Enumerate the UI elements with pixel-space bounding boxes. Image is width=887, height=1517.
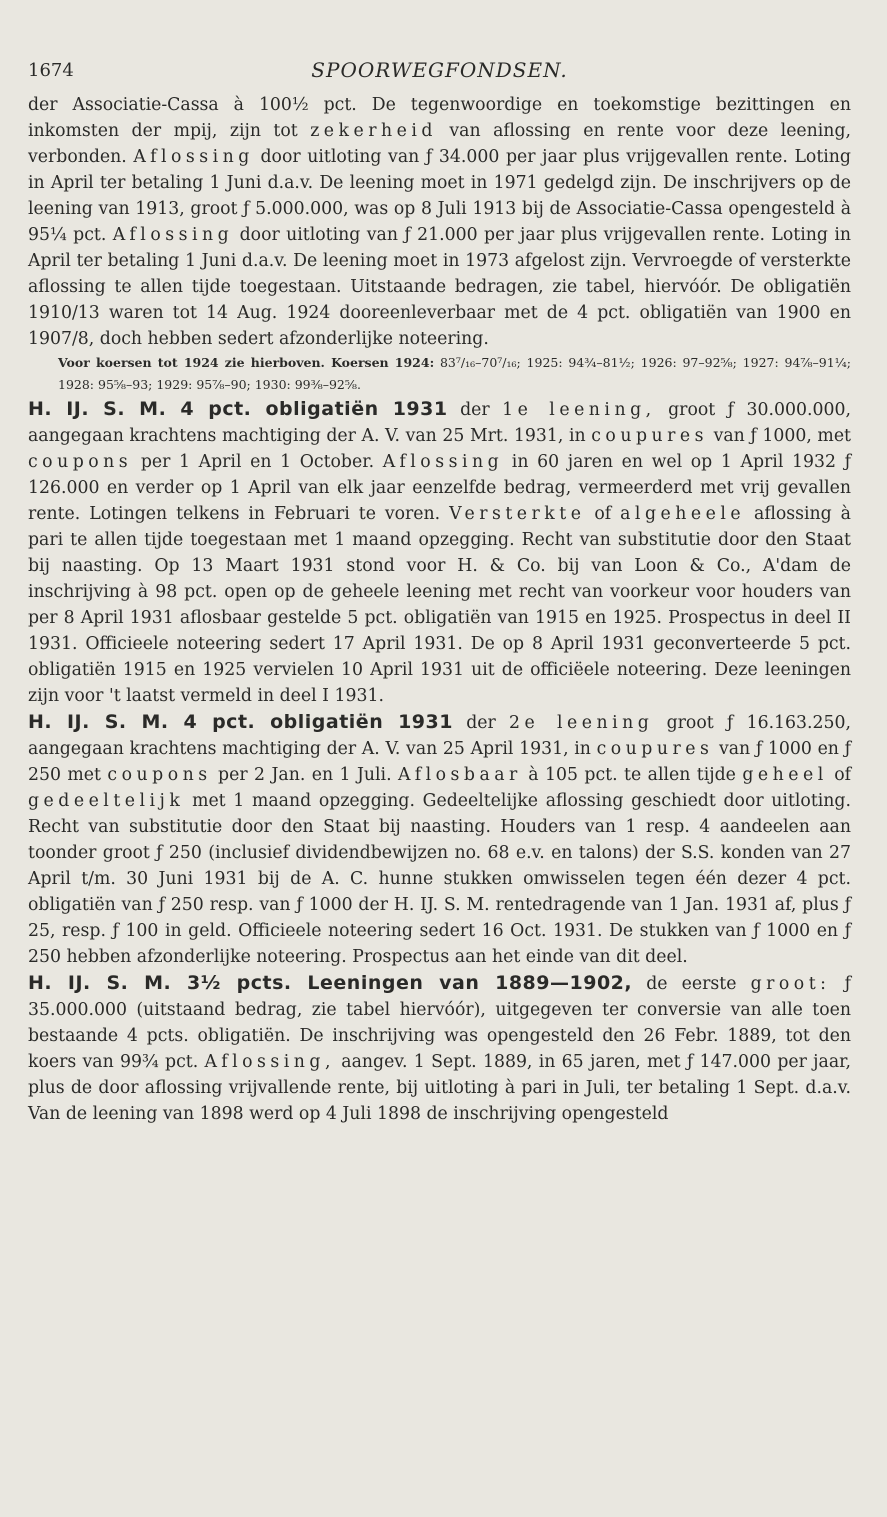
text-run: ƒ 35.000.000 (uitstaand bedrag, zie tabel hiervóór), uitgegeven ter conversie van alle toen bestaande 4 pcts. obligatiën. De inschrijving was opengesteld den 26 Febr. 1889, tot den koers van 99¾ pct. [28,974,852,1072]
spaced-term: 1e leening, [502,400,656,420]
paragraph-associatie [28,92,851,352]
text-run: der Associatie-Cassa à 100½ pct. De tegenwoordige en toekomstige bezittingen en inkomsten der mpij, zijn tot [28,95,851,141]
text-run: door uitloting van ƒ 34.000 per jaar plus vrijgevallen rente. Loting in April ter betaling 1 Juni d.a.v. De leening moet in 1971 gedelgd zijn. De inschrijvers op de leening van 1913, groot ƒ 5.000.000, was op 8 Juli 1913 bij de Associatie-Cassa opengesteld à 95¼ pct. [28,147,851,245]
spaced-term: coupons [107,765,212,785]
text-run: in 60 jaren en wel op 1 April 1932 ƒ 126.000 en verder op 1 April van elk jaar eenzelfde bedrag, vermeerderd met vrij gevallen rente. Lotingen telkens in Februari te voren. [28,452,851,524]
text-run: of [827,765,852,785]
spaced-term: algeheele [620,504,746,524]
quotes-values: 83⁷/₁₆–70⁷/₁₆; 1925: 94¾–81½; 1926: 97–92⅝; 1927: 94⅞–91¼; 1928: 95⅝–93; 1929: 95⅞–90; 1930: 99⅜–92⅝. [58,355,851,392]
text-run: door uitloting van ƒ 21.000 per jaar plus vrijgevallen rente. Loting in April ter betaling 1 Juni d.a.v. De leening moet in 1973 afgelost zijn. Vervroegde of versterkte aflossing te allen tijde toegestaan. Uitstaande bedragen, zie tabel, hiervóór. De obligatiën 1910/13 waren tot 14 Aug. 1924 dooreenleverbaar met de 4 pct. obligatiën van 1900 en 1907/8, doch hebben sedert afzonderlijke noteering. [28,225,851,349]
spaced-term: gedeeltelijk [28,791,185,811]
section-heading: H. IJ. S. M. 3½ pcts. Leeningen van 1889—1902, [28,972,633,994]
section-leeningen-1889-1902 [28,970,851,1127]
page-number: 1674 [28,60,74,81]
spaced-term: Aflossing, [204,1052,335,1072]
text-run: der [447,400,503,420]
spaced-term: Aflossing [112,225,234,245]
section-heading: H. IJ. S. M. 4 pct. obligatiën 1931 [28,398,448,420]
spaced-term: coupures [596,739,714,759]
text-run: van ƒ 1000, met [708,426,851,446]
text-run: der [452,713,510,733]
running-title: SPOORWEGFONDSEN. [311,58,568,82]
page-text [28,92,851,1127]
text-run: van ƒ 1000 en ƒ 250 met [28,739,851,785]
text-run: à 105 pct. te allen tijde [521,765,743,785]
section-heading: H. IJ. S. M. 4 pct. obligatiën 1931 [28,711,453,733]
spaced-term: Aflossing [382,452,504,472]
spaced-term: Aflossing [133,147,254,167]
text-run: per 2 Jan. en 1 Juli. [211,765,399,785]
spaced-term: Aflosbaar [398,765,522,785]
text-run: per 1 April en 1 October. [132,452,383,472]
spaced-term: coupures [591,426,709,446]
text-run: van aflossing en rente voor deze leening, verbonden. [28,121,851,167]
text-run: met 1 maand opzegging. Gedeeltelijke aflossing geschiedt door uitloting. Recht van substitutie door den Staat bij naasting. Houders van 1 resp. 4 aandeelen aan toonder groot ƒ 250 (inclusief dividendbewijzen no. 68 e.v. en talons) der S.S. konden van 27 April t/m. 30 Juni 1931 bij de A. C. hunne stukken omwisselen tegen één dezer 4 pct. obligatiën van ƒ 250 resp. van ƒ 1000 der H. IJ. S. M. rentedragende van 1 Jan. 1931 af, plus ƒ 25, resp. ƒ 100 in geld. Officieele noteering sedert 16 Oct. 1931. De stukken van ƒ 1000 en ƒ 250 hebben afzonderlijke noteering. Prospectus aan het einde van dit deel. [28,791,851,967]
spaced-term: groot: [750,974,831,994]
text-run: aflossing à pari te allen tijde toegestaan met 1 maand opzegging. Recht van substitutie door den Staat bij naasting. Op 13 Maart 1931 stond voor H. & Co. bij van Loon & Co., A'dam de inschrijving à 98 pct. open op de geheele leening met recht van voorkeur voor houders van per 8 April 1931 aflosbaar gestelde 5 pct. obligatiën van 1915 en 1925. Prospectus in deel II 1931. Officieele noteering sedert 17 April 1931. De op 8 April 1931 geconverteerde 5 pct. obligatiën 1915 en 1925 vervielen 10 April 1931 uit de officiëele noteering. Deze leeningen zijn voor 't laatst vermeld in deel I 1931. [28,504,851,706]
spaced-term: 2e leening [509,713,654,733]
spaced-term: geheel [742,765,828,785]
text-run: groot ƒ 16.163.250, aangegaan krachtens machtiging der A. V. van 25 April 1931, in [28,713,852,759]
spaced-term: coupons [28,452,133,472]
price-quotes [28,352,851,396]
quotes-label: Voor koersen tot 1924 zie hierboven. Koersen 1924: [58,355,435,370]
text-run: of [585,504,621,524]
text-run: groot ƒ 30.000.000, aangegaan krachtens machtiging der A. V. van 25 Mrt. 1931, in [28,400,851,446]
text-run: aangev. 1 Sept. 1889, in 65 jaren, met ƒ 147.000 per jaar, plus de door aflossing vrijvallende rente, bij uitloting à pari in Juli, ter betaling 1 Sept. d.a.v. Van de leening van 1898 werd op 4 Juli 1898 de inschrijving opengesteld [28,1052,851,1124]
section-obligatien-1931-1e [28,396,851,709]
page-header [28,52,851,92]
spaced-term: Versterkte [449,504,586,524]
spaced-term: zekerheid [310,121,437,141]
section-obligatien-1931-2e [28,709,851,970]
text-run: de eerste [632,974,751,994]
